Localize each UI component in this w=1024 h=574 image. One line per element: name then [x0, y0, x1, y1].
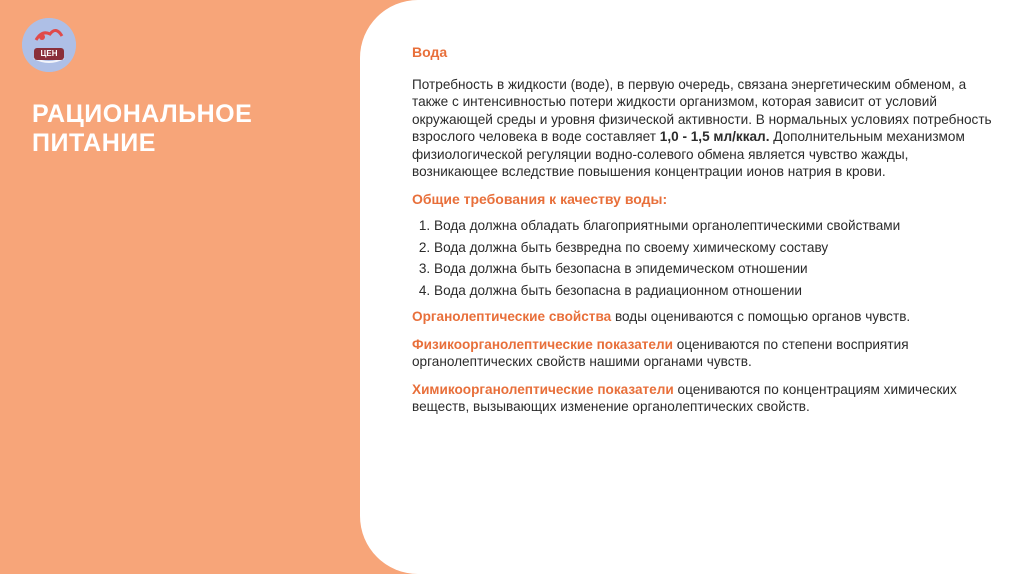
term-text: воды оцениваются с помощью органов чувств.: [611, 309, 911, 324]
term-label: Органолептические свойства: [412, 309, 612, 324]
term-paragraph: [412, 381, 992, 416]
list-item: 2. Вода должна быть безвредна по своему химическому составу: [434, 239, 992, 257]
intro-bold: 1,0 - 1,5 мл/ккал.: [659, 129, 770, 144]
term-paragraph: [412, 308, 992, 326]
requirements-list: [412, 217, 992, 299]
left-panel: [0, 0, 420, 574]
list-item: 3. Вода должна быть безопасна в эпидемическом отношении: [434, 260, 992, 278]
requirements-heading: Общие требования к качеству воды:: [412, 190, 668, 207]
term-text: оцениваются по концентрациям химических веществ, вызывающих изменение органолептических свойств.: [412, 381, 957, 414]
logo: [22, 18, 76, 72]
term-label: Химикоорганолептические показатели: [412, 381, 674, 397]
intro-text-start: Потребность в жидкости (воде), в первую очередь, связана энергетическим обменом, а также с интенсивностью потери жидкости организмом, которая зависит от условий окружающей среды и уровня физической активности. В нормальных условиях потребность взрослого человека в воде составляет: [412, 76, 992, 144]
logo-tag: ЦЕН: [34, 48, 64, 60]
content: [412, 44, 992, 426]
intro-text-end: Дополнительным механизмом физиологической регуляции водно-солевого обмена является чувство жажды, возникающее вследствие повышения концентрации ионов натрия в крови.: [412, 129, 965, 179]
list-item: 4. Вода должна быть безопасна в радиационном отношении: [434, 282, 992, 300]
term-label: Физикоорганолептические показатели: [412, 336, 673, 352]
logo-icon: [22, 18, 76, 72]
list-item: 1. Вода должна обладать благоприятными органолептическими свойствами: [434, 217, 992, 235]
section-heading: Вода: [412, 44, 448, 60]
slide-title: РАЦИОНАЛЬНОЕ ПИТАНИЕ: [32, 100, 253, 157]
intro-paragraph: [412, 76, 992, 181]
term-text: оцениваются по степени восприятия органолептических свойств нашими органами чувств.: [412, 336, 909, 369]
term-paragraph: [412, 336, 992, 371]
